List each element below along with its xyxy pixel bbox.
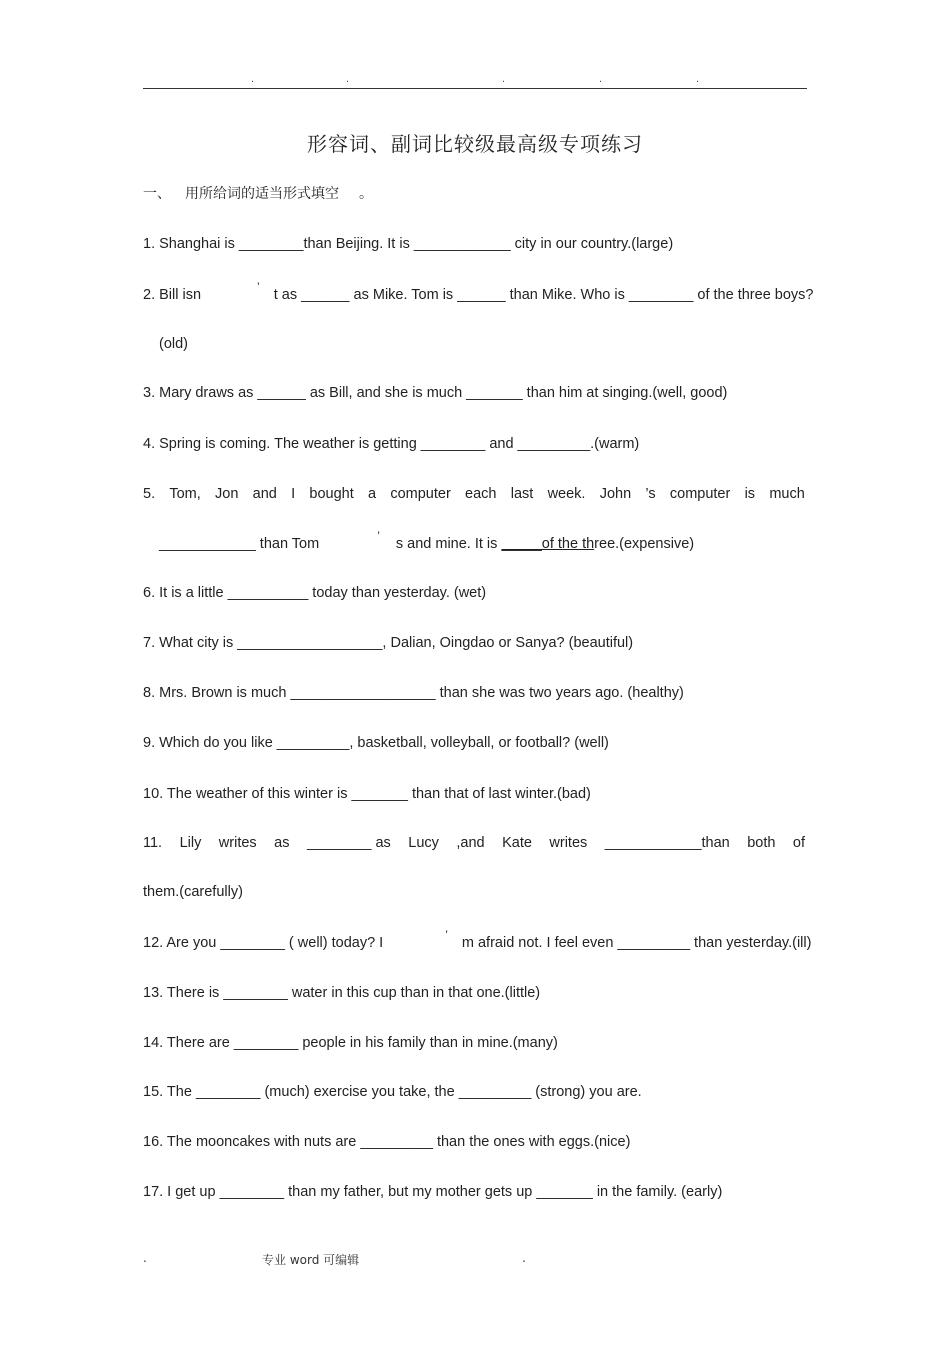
page-title: 形容词、副词比较级最高级专项练习 xyxy=(307,132,643,156)
question-14: 14. There are ________ people in his family than in mine.(many) xyxy=(143,1035,558,1051)
q11-word: both xyxy=(747,835,776,851)
q11-word: as xyxy=(274,835,290,851)
question-11 xyxy=(143,834,805,852)
q5-word: 5. xyxy=(143,486,156,502)
q5-word: last xyxy=(510,486,534,502)
section-instruction: 用所给词的适当形式填空 xyxy=(185,186,339,202)
question-1: 1. Shanghai is ________than Beijing. It is ____________ city in our country.(large) xyxy=(143,236,674,252)
footer-dot: . xyxy=(143,1251,147,1265)
q5-word: each xyxy=(465,486,497,502)
q5-word: computer xyxy=(390,486,451,502)
q5-word: computer xyxy=(669,486,731,502)
header-dot: . xyxy=(251,73,255,85)
q5-word: is xyxy=(744,486,756,502)
question-8: 8. Mrs. Brown is much __________________ than she was two years ago. (healthy) xyxy=(143,685,684,701)
q11-word: of xyxy=(792,835,805,851)
apostrophe: ’ xyxy=(445,928,448,942)
q5-word: week. xyxy=(547,486,586,502)
question-15: 15. The ________ (much) exercise you take, the _________ (strong) you are. xyxy=(143,1084,642,1100)
apostrophe: ’ xyxy=(377,529,380,543)
section-end: 。 xyxy=(359,186,373,202)
q5-word: Tom, xyxy=(169,486,201,502)
q5-word: and xyxy=(252,486,277,502)
header-dot: . xyxy=(696,73,700,85)
question-2-cue: (old) xyxy=(159,336,189,352)
q12-part: 12. Are you ________ ( well) today? I xyxy=(143,935,384,951)
section-heading xyxy=(143,183,373,203)
q5-word: much xyxy=(769,486,805,502)
question-17: 17. I get up ________ than my father, but my mother gets up _______ in the family. (early) xyxy=(143,1184,723,1200)
q5-part: ____________ than Tom xyxy=(159,536,320,552)
question-2 xyxy=(143,280,814,304)
header-rule xyxy=(143,88,807,89)
question-11-cont: them.(carefully) xyxy=(143,884,243,900)
q5-word: John xyxy=(599,486,632,502)
q11-word: Lucy xyxy=(408,835,439,851)
q5-word: a xyxy=(368,486,377,502)
header-dot: . xyxy=(599,73,603,85)
q11-word: Kate xyxy=(502,835,532,851)
q5-word: bought xyxy=(309,486,354,502)
question-16: 16. The mooncakes with nuts are _________ than the ones with eggs.(nice) xyxy=(143,1134,631,1150)
q11-word: 11. xyxy=(143,835,163,851)
question-5-cont xyxy=(159,529,695,553)
q11-word: ________ as xyxy=(306,835,391,851)
question-13: 13. There is ________ water in this cup than in that one.(little) xyxy=(143,985,541,1001)
q11-word: ,and xyxy=(456,835,485,851)
q5-word: ’s xyxy=(645,486,656,502)
q11-word: ____________than xyxy=(604,835,730,851)
question-5 xyxy=(143,485,805,503)
question-2-rest: t as ______ as Mike. Tom is ______ than Mike. Who is ________ of the three boys? xyxy=(273,287,814,303)
question-10: 10. The weather of this winter is _______ than that of last winter.(bad) xyxy=(143,786,591,802)
question-12 xyxy=(143,928,812,952)
q5-word: I xyxy=(291,486,296,502)
question-9: 9. Which do you like _________, basketball, volleyball, or football? (well) xyxy=(143,735,609,751)
q5-word: Jon xyxy=(215,486,239,502)
question-2-start: 2. Bill isn xyxy=(143,287,202,303)
q11-word: writes xyxy=(549,835,588,851)
section-number: 一、 xyxy=(143,186,171,202)
question-4: 4. Spring is coming. The weather is getting ________ and _________.(warm) xyxy=(143,436,640,452)
question-6: 6. It is a little __________ today than yesterday. (wet) xyxy=(143,585,487,601)
q11-word: writes xyxy=(218,835,257,851)
q11-word: Lily xyxy=(179,835,202,851)
q12-part: m afraid not. I feel even _________ than yesterday.(ill) xyxy=(461,935,812,951)
header-dot: . xyxy=(346,73,350,85)
header-dot: . xyxy=(502,73,506,85)
apostrophe: ’ xyxy=(257,280,260,294)
question-3: 3. Mary draws as ______ as Bill, and she is much _______ than him at singing.(well, good) xyxy=(143,385,728,401)
q5-part: s and mine. It is xyxy=(395,536,502,552)
question-7: 7. What city is __________________, Dalian, Oingdao or Sanya? (beautiful) xyxy=(143,635,634,651)
q5-blank: _____of the th xyxy=(501,536,595,552)
footer-dot: . xyxy=(522,1251,526,1265)
q5-part: ree.(expensive) xyxy=(594,536,695,552)
footer-text: 专业 word 可编辑 xyxy=(262,1253,360,1267)
